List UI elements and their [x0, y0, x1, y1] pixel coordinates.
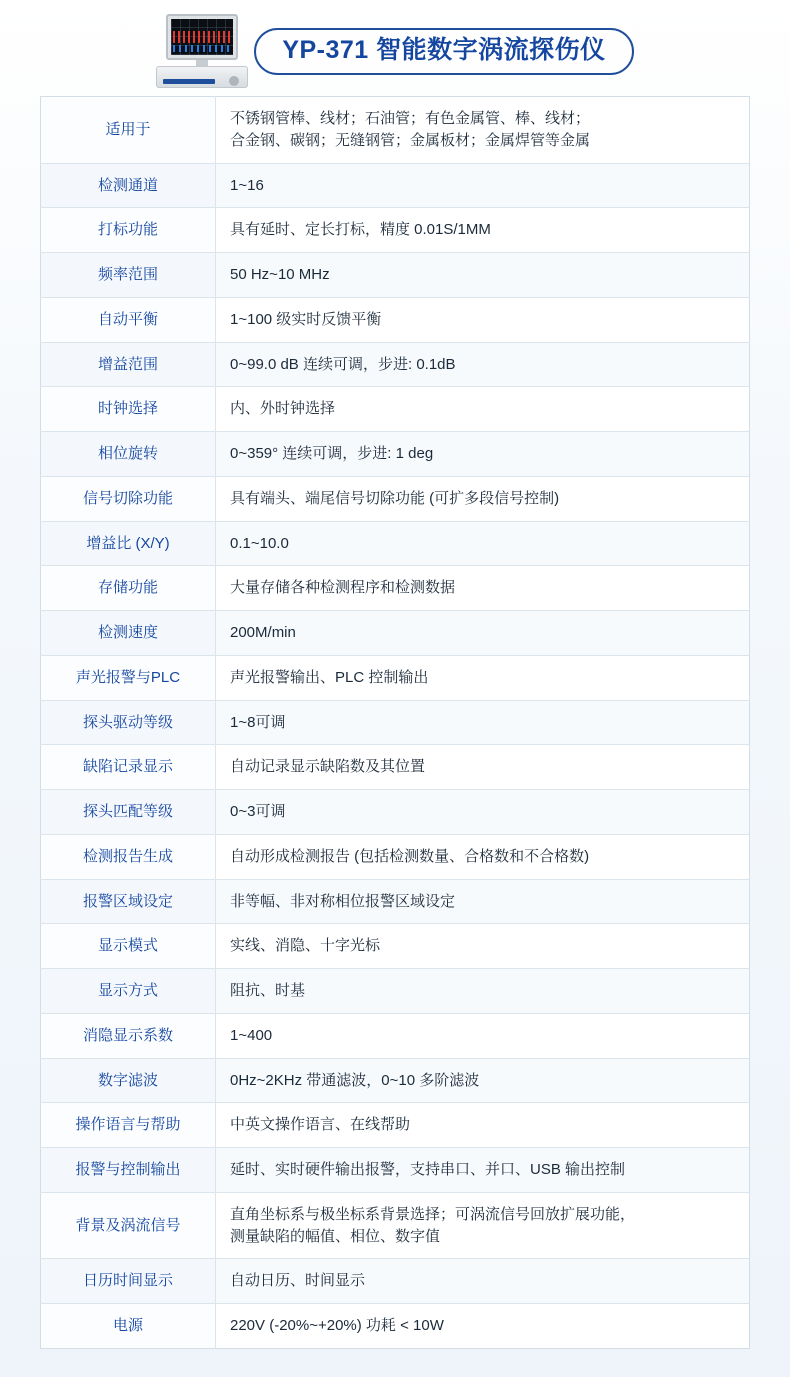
spec-label: 检测速度 — [41, 611, 216, 656]
spec-label: 存储功能 — [41, 566, 216, 611]
table-row — [41, 1192, 750, 1259]
spec-label: 自动平衡 — [41, 297, 216, 342]
spec-label: 操作语言与帮助 — [41, 1103, 216, 1148]
table-row — [41, 700, 750, 745]
spec-label: 电源 — [41, 1304, 216, 1349]
table-row — [41, 924, 750, 969]
spec-value: 1~8可调 — [216, 700, 750, 745]
instrument-knob — [229, 76, 239, 86]
table-row — [41, 611, 750, 656]
instrument-panel-strip — [163, 79, 215, 84]
table-row — [41, 253, 750, 298]
spec-value: 内、外时钟选择 — [216, 387, 750, 432]
spec-value-line-1: 不锈钢管棒、线材；石油管；有色金属管、棒、线材； — [230, 110, 591, 127]
spec-label: 日历时间显示 — [41, 1259, 216, 1304]
spec-value: 0.1~10.0 — [216, 521, 750, 566]
table-row — [41, 1259, 750, 1304]
spec-label: 显示模式 — [41, 924, 216, 969]
spec-value-line-2: 测量缺陷的幅值、相位、数字值 — [230, 1227, 441, 1245]
spec-value: 0Hz~2KHz 带通滤波，0~10 多阶滤波 — [216, 1058, 750, 1103]
table-row — [41, 432, 750, 477]
spec-value: 具有延时、定长打标，精度 0.01S/1MM — [216, 208, 750, 253]
table-row — [41, 163, 750, 208]
spec-value: 阻抗、时基 — [216, 969, 750, 1014]
spec-label: 探头驱动等级 — [41, 700, 216, 745]
spec-label: 频率范围 — [41, 253, 216, 298]
spec-label: 声光报警与PLC — [41, 655, 216, 700]
spec-value: 实线、消隐、十字光标 — [216, 924, 750, 969]
table-row — [41, 297, 750, 342]
table-row — [41, 1148, 750, 1193]
spec-value-line-2: 合金钢、碳钢；无缝钢管；金属板材；金属焊管等金属 — [230, 131, 591, 149]
spec-label: 打标功能 — [41, 208, 216, 253]
table-row — [41, 745, 750, 790]
spec-label: 报警与控制输出 — [41, 1148, 216, 1193]
spec-label: 相位旋转 — [41, 432, 216, 477]
table-row — [41, 1013, 750, 1058]
spec-value: 非等幅、非对称相位报警区域设定 — [216, 879, 750, 924]
spec-label: 检测报告生成 — [41, 834, 216, 879]
table-row — [41, 1103, 750, 1148]
table-row — [41, 655, 750, 700]
table-row — [41, 387, 750, 432]
spec-label: 数字滤波 — [41, 1058, 216, 1103]
spec-label: 缺陷记录显示 — [41, 745, 216, 790]
spec-label: 检测通道 — [41, 163, 216, 208]
table-row — [41, 790, 750, 835]
spec-label: 探头匹配等级 — [41, 790, 216, 835]
spec-label: 消隐显示系数 — [41, 1013, 216, 1058]
crt-monitor-instrument-icon — [156, 14, 248, 88]
spec-label: 时钟选择 — [41, 387, 216, 432]
table-row — [41, 521, 750, 566]
spec-value: 自动形成检测报告 (包括检测数量、合格数和不合格数) — [216, 834, 750, 879]
table-row — [41, 342, 750, 387]
spec-value: 延时、实时硬件输出报警，支持串口、并口、USB 输出控制 — [216, 1148, 750, 1193]
spec-value — [216, 97, 750, 164]
specification-table-body — [41, 97, 750, 1349]
spec-value: 自动记录显示缺陷数及其位置 — [216, 745, 750, 790]
monitor-screen — [171, 19, 233, 55]
spec-label: 适用于 — [41, 97, 216, 164]
spec-value: 1~400 — [216, 1013, 750, 1058]
instrument-base — [156, 66, 248, 88]
spec-value: 200M/min — [216, 611, 750, 656]
monitor-screen-body — [166, 14, 238, 60]
table-row — [41, 566, 750, 611]
spec-value: 声光报警输出、PLC 控制输出 — [216, 655, 750, 700]
spec-value: 中英文操作语言、在线帮助 — [216, 1103, 750, 1148]
spec-value: 大量存储各种检测程序和检测数据 — [216, 566, 750, 611]
page-title: YP-371 智能数字涡流探伤仪 — [254, 28, 633, 75]
screen-signal-trace-red — [173, 31, 231, 43]
spec-label: 报警区域设定 — [41, 879, 216, 924]
table-row — [41, 208, 750, 253]
table-row — [41, 1058, 750, 1103]
spec-label: 增益比 (X/Y) — [41, 521, 216, 566]
table-row — [41, 834, 750, 879]
spec-value: 具有端头、端尾信号切除功能 (可扩多段信号控制) — [216, 476, 750, 521]
table-row — [41, 97, 750, 164]
table-row — [41, 969, 750, 1014]
table-row — [41, 476, 750, 521]
screen-signal-trace-blue — [173, 45, 231, 52]
spec-label: 显示方式 — [41, 969, 216, 1014]
spec-value: 自动日历、时间显示 — [216, 1259, 750, 1304]
specification-table — [40, 96, 750, 1349]
spec-value: 50 Hz~10 MHz — [216, 253, 750, 298]
spec-value: 0~3可调 — [216, 790, 750, 835]
spec-value — [216, 1192, 750, 1259]
spec-label: 增益范围 — [41, 342, 216, 387]
spec-label: 信号切除功能 — [41, 476, 216, 521]
page-header — [0, 0, 790, 96]
spec-value: 1~100 级实时反馈平衡 — [216, 297, 750, 342]
table-row — [41, 1304, 750, 1349]
spec-value-line-1: 直角坐标系与极坐标系背景选择；可涡流信号回放扩展功能， — [230, 1205, 636, 1223]
spec-label: 背景及涡流信号 — [41, 1192, 216, 1259]
spec-value: 0~99.0 dB 连续可调，步进: 0.1dB — [216, 342, 750, 387]
table-row — [41, 879, 750, 924]
spec-value: 1~16 — [216, 163, 750, 208]
spec-value: 220V (-20%~+20%) 功耗 < 10W — [216, 1304, 750, 1349]
spec-value: 0~359° 连续可调，步进: 1 deg — [216, 432, 750, 477]
